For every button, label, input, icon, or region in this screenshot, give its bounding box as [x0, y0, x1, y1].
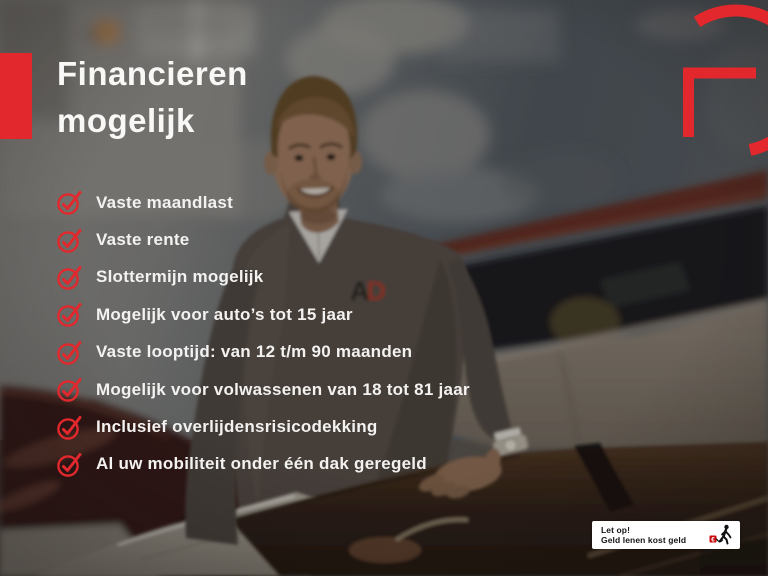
- checklist-item: [56, 334, 470, 371]
- checklist-item-label: Vaste rente: [96, 230, 190, 250]
- svg-text:€: €: [711, 536, 715, 544]
- circled-checkmark-icon: [56, 414, 83, 441]
- badge-line2: Geld lenen kost geld: [601, 535, 687, 545]
- checklist-item: [56, 221, 470, 258]
- checklist-item-label: Inclusief overlijdensrisicodekking: [96, 417, 378, 437]
- red-accent-bar: [0, 53, 32, 139]
- badge-line1: Let op!: [601, 524, 631, 535]
- circled-checkmark-icon: [56, 227, 83, 254]
- brand-arc-logo: [645, 0, 768, 165]
- checklist: [56, 184, 470, 483]
- checklist-item-label: Mogelijk voor auto’s tot 15 jaar: [96, 304, 353, 324]
- checklist-item: [56, 296, 470, 333]
- circled-checkmark-icon: [56, 451, 83, 478]
- checklist-item-label: Mogelijk voor volwassenen van 18 tot 81 jaar: [96, 379, 470, 399]
- circled-checkmark-icon: [56, 376, 83, 403]
- checklist-item: [56, 371, 470, 408]
- page-title-line1: Financieren: [57, 55, 248, 92]
- circled-checkmark-icon: [56, 264, 83, 291]
- circled-checkmark-icon: [56, 301, 83, 328]
- checklist-item-label: Al uw mobiliteit onder één dak geregeld: [96, 454, 427, 474]
- checklist-item: [56, 259, 470, 296]
- circled-checkmark-icon: [56, 339, 83, 366]
- man-dragging-euro-icon: [709, 524, 735, 546]
- circled-checkmark-icon: [56, 189, 83, 216]
- credit-warning-badge: [592, 521, 740, 549]
- checklist-item: [56, 184, 470, 221]
- credit-warning-text: [601, 525, 709, 546]
- checklist-item-label: Vaste maandlast: [96, 192, 233, 212]
- checklist-item: [56, 446, 470, 483]
- page-title-line2: mogelijk: [57, 102, 195, 139]
- checklist-item: [56, 408, 470, 445]
- page-title: [57, 50, 248, 144]
- checklist-item-label: Vaste looptijd: van 12 t/m 90 maanden: [96, 342, 413, 362]
- checklist-item-label: Slottermijn mogelijk: [96, 267, 264, 287]
